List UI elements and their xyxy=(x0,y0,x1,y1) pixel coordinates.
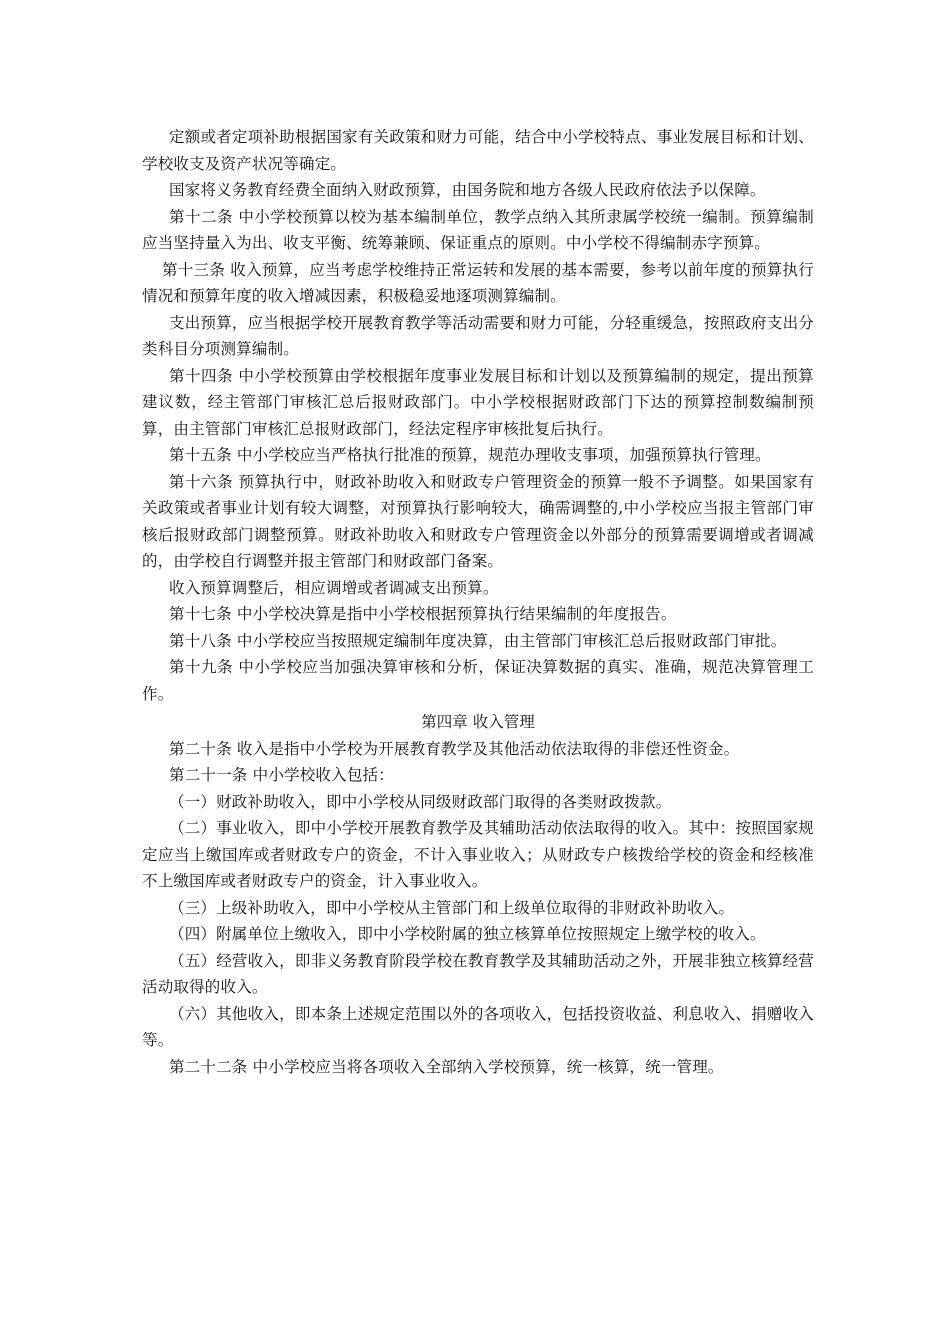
paragraph-quota-subsidy: 定额或者定项补助根据国家有关政策和财力可能，结合中小学校特点、事业发展目标和计划、学校收支及资产状况等确定。 xyxy=(142,128,814,173)
article-17: 第十七条 中小学校决算是指中小学校根据预算执行结果编制的年度报告。 xyxy=(169,605,677,623)
article-15: 第十五条 中小学校应当严格执行批准的预算，规范办理收支事项，加强预算执行管理。 xyxy=(169,446,771,464)
list-item-1: （一）财政补助收入，即中小学校从同级财政部门取得的各类财政拨款。 xyxy=(169,792,672,811)
article-21: 第二十一条 中小学校收入包括： xyxy=(169,766,394,784)
list-item-6: （六）其他收入，即本条上述规定范围以外的各项收入，包括投资收益、利息收入、捐赠收入等。 xyxy=(142,1004,814,1049)
article-14: 第十四条 中小学校预算由学校根据年度事业发展目标和计划以及预算编制的规定，提出预算建议数，经主管部门审核汇总后报财政部门。中小学校根据财政部门下达的预算控制数编制预算，由主管部门审核汇总报财政部门，经法定程序审核批复后执行。 xyxy=(142,366,814,438)
list-item-4: （四）附属单位上缴收入，即中小学校附属的独立核算单位按照规定上缴学校的收入。 xyxy=(169,925,766,943)
article-13: 第十三条 收入预算，应当考虑学校维持正常运转和发展的基本需要，参考以前年度的预算执行情况和预算年度的收入增减因素，积极稳妥地逐项测算编制。 xyxy=(142,260,814,305)
article-18: 第十八条 中小学校应当按照规定编制年度决算，由主管部门审核汇总后报财政部门审批。 xyxy=(169,631,787,650)
list-item-5: （五）经营收入，即非义务教育阶段学校在教育教学及其辅助活动之外，开展非独立核算经营活动取得的收入。 xyxy=(142,951,814,996)
chapter-heading: 第四章 收入管理 xyxy=(421,713,535,731)
document-page xyxy=(142,124,814,1080)
paragraph-expenditure-budget: 支出预算，应当根据学校开展教育教学等活动需要和财力可能，分轻重缓急，按照政府支出分类科目分项测算编制。 xyxy=(142,313,814,358)
article-12: 第十二条 中小学校预算以校为基本编制单位，教学点纳入其所隶属学校统一编制。预算编制应当坚持量入为出、收支平衡、统筹兼顾、保证重点的原则。中小学校不得编制赤字预算。 xyxy=(142,207,814,252)
article-22: 第二十二条 中小学校应当将各项收入全部纳入学校预算，统一核算，统一管理。 xyxy=(169,1057,724,1076)
list-item-3: （三）上级补助收入，即中小学校从主管部门和上级单位取得的非财政补助收入。 xyxy=(169,898,735,917)
article-19: 第十九条 中小学校应当加强决算审核和分析，保证决算数据的真实、准确，规范决算管理工作。 xyxy=(142,658,814,703)
paragraph-income-budget-adjustment: 收入预算调整后，相应调增或者调减支出预算。 xyxy=(169,578,499,597)
article-20: 第二十条 收入是指中小学校为开展教育教学及其他活动依法取得的非偿还性资金。 xyxy=(169,739,740,758)
list-item-2: （二）事业收入，即中小学校开展教育教学及其辅助活动依法取得的收入。其中：按照国家规定应当上缴国库或者财政专户的资金，不计入事业收入；从财政专户核拨给学校的资金和经核准不上缴国库或者财政专户的资金，计入事业收入。 xyxy=(142,819,814,890)
article-16: 第十六条 预算执行中，财政补助收入和财政专户管理资金的预算一般不予调整。如果国家有关政策或者事业计划有较大调整，对预算执行影响较大，确需调整的,中小学校应当报主管部门审核后报财政部门调整预算。财政补助收入和财政专户管理资金以外部分的预算需要调增或者调减的，由学校自行调整并报主管部门和财政部门备案。 xyxy=(142,472,814,570)
paragraph-compulsory-education-funding: 国家将义务教育经费全面纳入财政预算，由国务院和地方各级人民政府依法予以保障。 xyxy=(169,181,766,199)
